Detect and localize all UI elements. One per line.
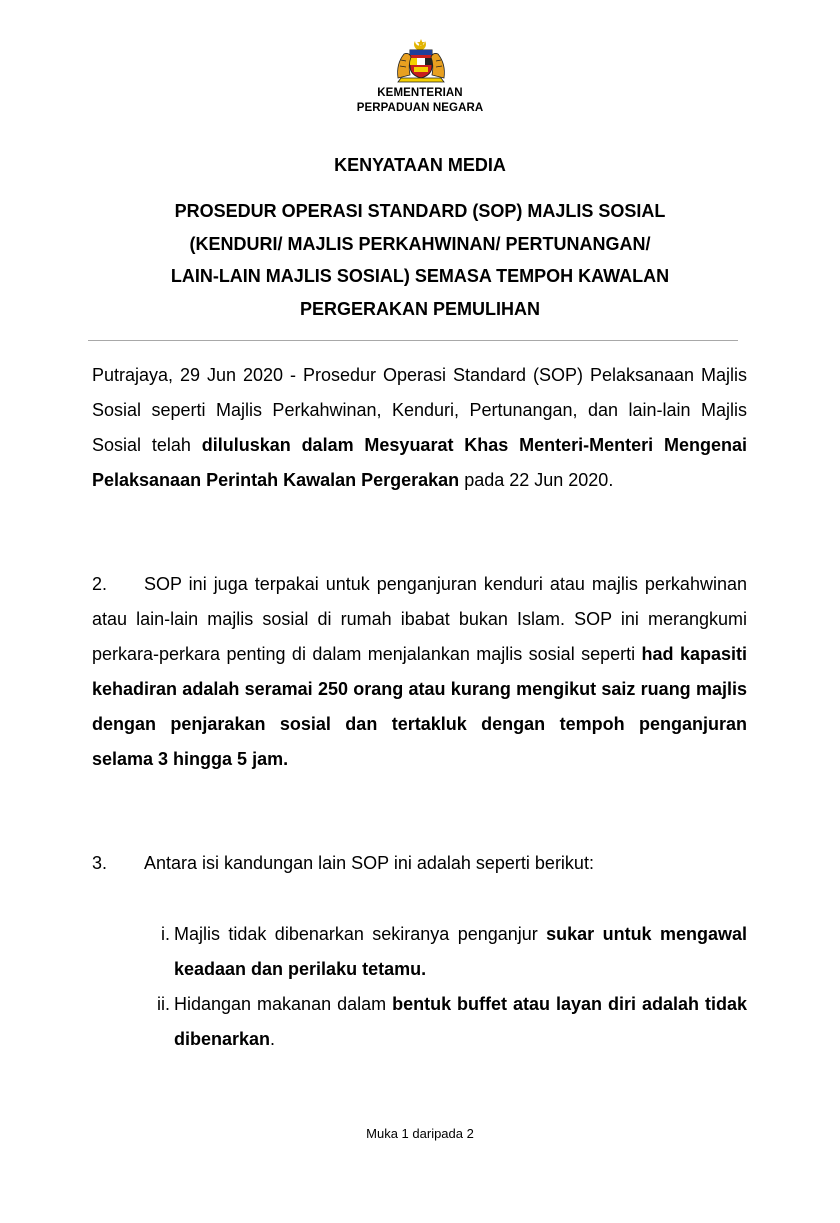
- list-item: [140, 917, 747, 987]
- document-title: [100, 195, 740, 325]
- paragraph-2-lead: SOP ini juga terpakai untuk penganjuran kenduri atau majlis perkahwinan atau lain-lain majlis sosial di rumah ibabat bukan Islam. SOP ini merangkumi perkara-perkara penting di dalam menjalankan majlis sosial seperti: [92, 574, 747, 664]
- paragraph-1-bold: diluluskan dalam Mesyuarat Khas Menteri-Menteri Mengenai Pelaksanaan Perintah Kawalan Pergerakan: [92, 435, 747, 490]
- title-line-1: PROSEDUR OPERASI STANDARD (SOP) MAJLIS SOSIAL: [174, 201, 666, 221]
- document-type: KENYATAAN MEDIA: [334, 155, 506, 175]
- agency-name: [300, 86, 540, 116]
- list-item: [140, 987, 747, 1057]
- paragraph-1: [92, 358, 747, 498]
- list-item-number: ii.: [157, 994, 170, 1014]
- list-item-bold: bentuk buffet atau layan diri adalah tidak dibenarkan: [174, 994, 747, 1049]
- sop-content-list: [140, 917, 747, 1057]
- title-divider: [88, 340, 738, 341]
- title-line-4: PERGERAKAN PEMULIHAN: [299, 298, 540, 319]
- list-item-bold: sukar untuk mengawal keadaan dan perilaku tetamu.: [174, 924, 747, 979]
- paragraph-3-number: 3.: [92, 853, 108, 873]
- list-item-lead: Majlis tidak dibenarkan sekiranya penganjur: [174, 924, 547, 944]
- paragraph-2-number: 2.: [92, 574, 108, 594]
- paragraph-1-tail: pada 22 Jun 2020.: [459, 470, 614, 490]
- paragraph-3: [92, 846, 747, 881]
- title-line-3: LAIN-LAIN MAJLIS SOSIAL) SEMASA TEMPOH KAWALAN: [170, 266, 670, 286]
- list-item-number: i.: [161, 924, 170, 944]
- page-number: Muka 1 daripada 2: [366, 1126, 474, 1141]
- title-line-2: (KENDURI/ MAJLIS PERKAHWINAN/ PERTUNANGAN/: [189, 233, 651, 254]
- coat-of-arms-icon: [395, 38, 447, 84]
- paragraph-2: [92, 567, 747, 777]
- paragraph-1-lead: Putrajaya, 29 Jun 2020 - Prosedur Operasi Standard (SOP) Pelaksanaan Majlis Sosial seperti Majlis Perkahwinan, Kenduri, Pertunangan, dan lain-lain Majlis Sosial telah: [92, 365, 747, 455]
- list-item-tail: .: [270, 1029, 276, 1049]
- paragraph-2-bold: had kapasiti kehadiran adalah seramai 250 orang atau kurang mengikut saiz ruang majlis dengan penjarakan sosial dan tertakluk dengan tempoh penganjuran selama 3 hingga 5 jam.: [92, 644, 747, 769]
- agency-line-1: KEMENTERIAN: [377, 87, 463, 99]
- list-item-lead: Hidangan makanan dalam: [174, 994, 393, 1014]
- agency-line-2: PERPADUAN NEGARA: [356, 102, 484, 114]
- paragraph-3-text: Antara isi kandungan lain SOP ini adalah seperti berikut:: [144, 853, 594, 873]
